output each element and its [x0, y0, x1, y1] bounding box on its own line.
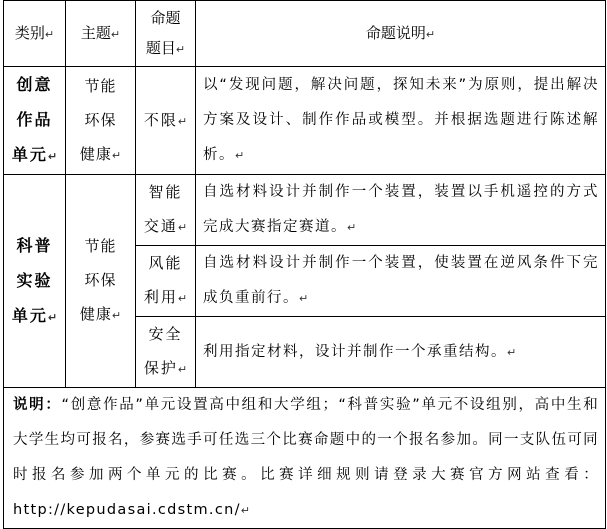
item-description-cell: 自选材料设计并制作一个装置，装置以手机遥控的方式完成大赛指定赛道。↵	[196, 175, 606, 246]
header-topic-cell: 主题↵	[66, 1, 136, 67]
topic-cell: 节能 环保 健康↵	[66, 175, 136, 388]
item-description: 利用指定材料，设计并制作一个承重结构。	[203, 343, 507, 360]
item-name-cell: 不限↵	[136, 67, 196, 175]
item-name-line: 风能	[148, 254, 183, 272]
topic-line: 健康	[79, 144, 112, 163]
item-name-cell: 安全 保护↵	[136, 317, 196, 388]
note-cell: 说明：“创意作品”单元设置高中组和大学组；“科普实验”单元不设组别，高中生和大学生均可报名，参赛选手可任选三个比赛命题中的一个报名参加。同一支队伍可同时报名参加两个单元的比赛。比赛详细规则请登录大赛官方网站查看：http://kepudasai.cdstm.cn/↵	[4, 388, 606, 529]
topic-cell: 节能 环保 健康↵	[66, 67, 136, 175]
header-name-line2: 题目	[145, 38, 176, 57]
item-name-line: 交通	[143, 217, 178, 235]
category-line: 实验	[16, 270, 53, 290]
topic-line: 环保	[84, 271, 117, 289]
note-row	[4, 388, 606, 529]
header-description: 命题说明	[365, 24, 426, 42]
competition-topics-table	[3, 0, 606, 529]
item-name-line: 安全	[148, 325, 183, 343]
item-name-line: 智能	[148, 183, 183, 201]
category-line: 单元	[11, 305, 48, 325]
item-name-cell: 风能 利用↵	[136, 246, 196, 317]
category-line: 单元	[11, 145, 48, 164]
topic-line: 节能	[84, 237, 117, 255]
item-description-cell: 自选材料设计并制作一个装置，使装置在逆风条件下完成负重前行。↵	[196, 246, 606, 317]
header-row	[4, 1, 606, 67]
category-line: 创意	[16, 75, 53, 94]
topic-line: 环保	[84, 110, 117, 129]
category-line: 作品	[16, 110, 53, 129]
item-name-line: 保护	[143, 359, 178, 377]
item-description: 自选材料设计并制作一个装置，装置以手机遥控的方式完成大赛指定赛道。	[203, 184, 599, 235]
header-description-cell: 命题说明↵	[196, 1, 606, 67]
table-row	[4, 175, 606, 246]
table-row	[4, 67, 606, 175]
item-description: 以“发现问题，解决问题，探知未来”为原则，提出解决方案及设计、制作作品或模型。并根据选题进行陈述解析。	[203, 77, 599, 163]
topic-line: 健康	[79, 305, 112, 323]
header-category: 类别	[14, 24, 45, 42]
item-name: 不限	[143, 110, 178, 129]
header-name-cell: 命题 题目↵	[136, 1, 196, 67]
topic-line: 节能	[84, 76, 117, 95]
header-topic: 主题	[80, 24, 111, 42]
item-description: 自选材料设计并制作一个装置，使装置在逆风条件下完成负重前行。	[203, 255, 599, 306]
category-cell: 科普 实验 单元↵	[4, 175, 66, 388]
item-name-cell: 智能 交通↵	[136, 175, 196, 246]
item-description-cell: 以“发现问题，解决问题，探知未来”为原则，提出解决方案及设计、制作作品或模型。并根据选题进行陈述解析。↵	[196, 67, 606, 175]
note-text: “创意作品”单元设置高中组和大学组；“科普实验”单元不设组别，高中生和大学生均可报名，参赛选手可任选三个比赛命题中的一个报名参加。同一支队伍可同时报名参加两个单元的比赛。比赛详细规则请登录大赛官方网站查看：http://kepudasai.cdstm.cn/	[13, 397, 599, 518]
category-line: 科普	[16, 235, 53, 255]
item-description-cell: 利用指定材料，设计并制作一个承重结构。↵	[196, 317, 606, 388]
note-label: 说明：	[13, 397, 62, 413]
header-name-line1: 命题	[150, 8, 181, 27]
category-cell: 创意 作品 单元↵	[4, 67, 66, 175]
header-category-cell: 类别↵	[4, 1, 66, 67]
item-name-line: 利用	[143, 288, 178, 306]
